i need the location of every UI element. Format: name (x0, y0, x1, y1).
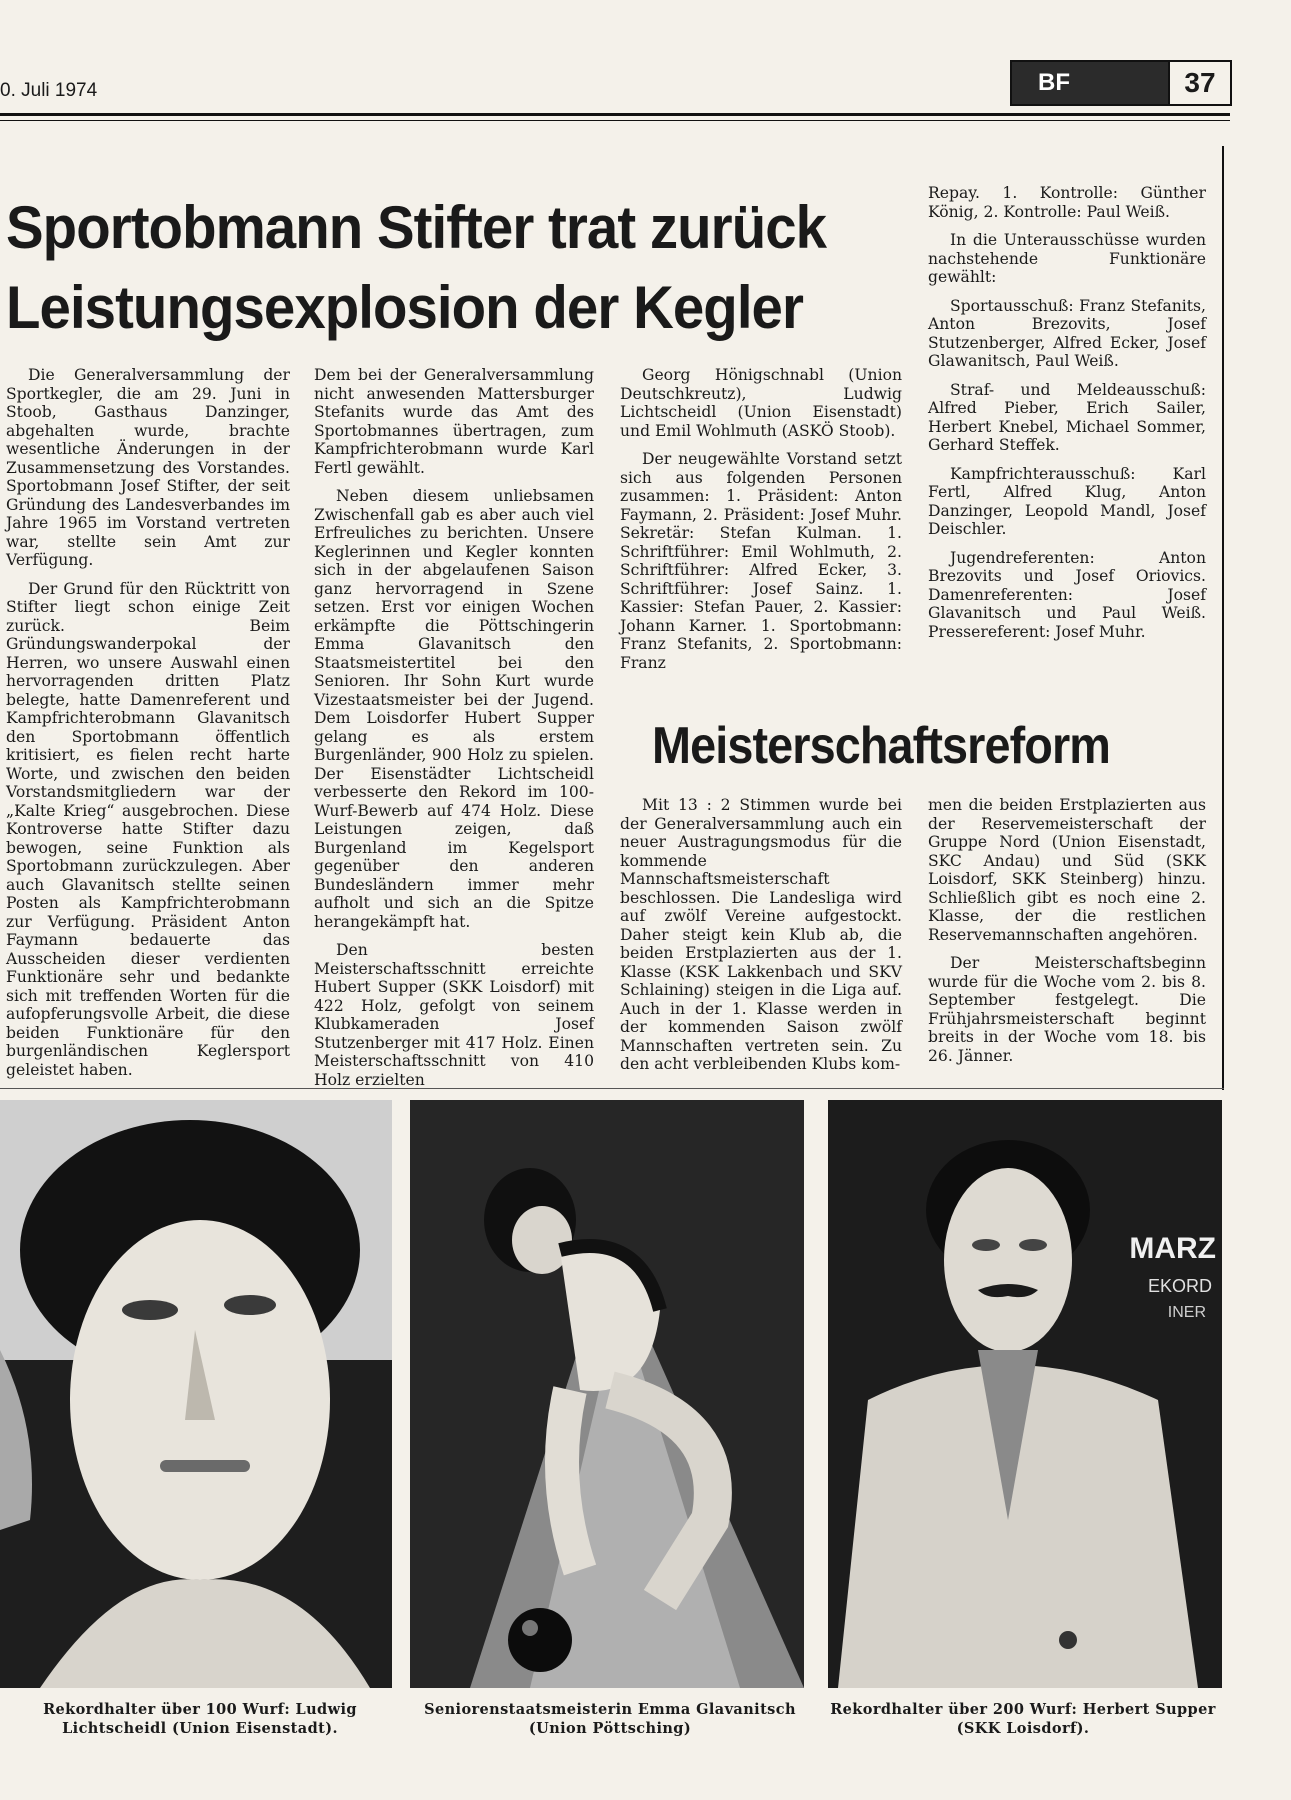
photo-sign-text-3: INER (1167, 1304, 1206, 1321)
article-column-1 (6, 366, 290, 1089)
issue-date: 0. Juli 1974 (0, 80, 98, 101)
publication-tag: BF (1012, 62, 1168, 104)
paragraph: Repay. 1. Kontrolle: Günther König, 2. Kontrolle: Paul Weiß. (928, 184, 1206, 221)
page-number: 37 (1168, 62, 1230, 104)
paragraph: Sportausschuß: Franz Stefanits, Anton Brezovits, Josef Stutzenberger, Alfred Ecker, Josef Glawanitsch, Paul Weiß. (928, 296, 1206, 370)
header-rule (0, 113, 1230, 116)
paragraph: Die Generalversammlung der Sportkegler, die am 29. Juni in Stoob, Gasthaus Danzinger, abgehalten wurde, brachte wesentliche Änderungen in der Zusammensetzung des Vorstandes. Sportobmann Josef Stifter, der seit Gründung des Landesverbandes im Jahre 1965 im Vorstand vertreten war, stellte sein Amt zur Verfügung. (6, 366, 290, 569)
headline-line-2: Leistungsexplosion der Kegler (6, 274, 803, 341)
photo-caption-1: Rekordhalter über 100 Wurf: Ludwig Lichtscheidl (Union Eisenstadt). (43, 1701, 357, 1737)
paragraph: Jugendreferenten: Anton Brezovits und Josef Oriovics. Damenreferenten: Josef Glavanitsch und Paul Weiß. Pressereferent: Josef Muhr. (928, 548, 1206, 641)
article-frame-right (1222, 146, 1224, 1090)
paragraph: Kampfrichterausschuß: Karl Fertl, Alfred Klug, Anton Danzinger, Leopold Mandl, Josef Deischler. (928, 464, 1206, 538)
subarticle-column-2 (928, 796, 1206, 1075)
photo-caption-3: Rekordhalter über 200 Wurf: Herbert Supper (SKK Loisdorf). (830, 1701, 1216, 1737)
page-header-box (1010, 60, 1232, 106)
paragraph: Mit 13 : 2 Stimmen wurde bei der Generalversammlung auch ein neuer Austragungsmodus für die kommende Mannschaftsmeisterschaft beschlossen. Die Landesliga wird auf zwölf Vereine aufgestockt. Daher steigt kein Klub ab, die beiden Erstplazierten aus der 1. Klasse (KSK Lakkenbach und SKV Schlaining) steigen in die Liga auf. Auch in der 1. Klasse werden in der kommenden Saison zwölf Mannschaften vertreten sein. Zu den acht verbleibenden Klubs kom- (620, 796, 902, 1073)
photo-caption-2: Seniorenstaatsmeisterin Emma Glavanitsch (Union Pöttsching) (424, 1701, 796, 1737)
paragraph: Dem bei der Generalversammlung nicht anwesenden Mattersburger Stefanits wurde das Amt des Sportobmannes übertragen, zum Kampfrichterobmann wurde Karl Fertl gewählt. (314, 366, 594, 477)
photo-ludwig-lichtscheidl (0, 1100, 392, 1688)
paragraph: Neben diesem unliebsamen Zwischenfall gab es aber auch viel Erfreuliches zu berichten. Unsere Keglerinnen und Kegler konnten sich in der abgelaufenen Saison ganz hervorragend in Szene setzen. Erst vor einigen Wochen erkämpfte die Pöttschingerin Emma Glavanitsch den Staatsmeistertitel bei den Senioren. Ihr Sohn Kurt wurde Vizestaatsmeister bei der Jugend. Dem Loisdorfer Hubert Supper gelang es als erstem Burgenländer, 900 Holz zu spielen. Der Eisenstädter Lichtscheidl verbesserte den Rekord im 100-Wurf-Bewerb auf 474 Holz. Diese Leistungen zeigen, daß Burgenland im Kegelsport gegenüber den anderen Bundesländern immer mehr aufholt und sich an die Spitze herangekämpft hat. (314, 487, 594, 931)
paragraph: Straf- und Meldeausschuß: Alfred Pieber, Erich Sailer, Herbert Knebel, Michael Sommer, Gerhard Steffek. (928, 380, 1206, 454)
header-rule-thin (0, 120, 1230, 121)
paragraph: In die Unterausschüsse wurden nachstehende Funktionäre gewählt: (928, 231, 1206, 286)
paragraph: Georg Hönigschnabl (Union Deutschkreutz), Ludwig Lichtscheidl (Union Eisenstadt) und Emil Wohlmuth (ASKÖ Stoob). (620, 366, 902, 440)
paragraph: Der neugewählte Vorstand setzt sich aus folgenden Personen zusammen: 1. Präsident: Anton Faymann, 2. Präsident: Josef Muhr. Sekretär: Stefan Kulman. 1. Schriftführer: Emil Wohlmuth, 2. Schriftführer: Alfred Ecker, 3. Schriftführer: Josef Sainz. 1. Kassier: Stefan Pauer, 2. Kassier: Johann Karner. 1. Sportobmann: Franz Stefanits, 2. Sportobmann: Franz (620, 450, 902, 672)
article-column-3 (620, 366, 902, 682)
paragraph: Der Grund für den Rücktritt von Stifter liegt schon einige Zeit zurück. Beim Gründungswanderpokal der Herren, wo unsere Auswahl einen hervorragenden dritten Platz belegte, hatte Damenreferent und Kampfrichterobmann Glavanitsch den Sportobmann öffentlich kritisiert, es fielen recht harte Worte, und zwischen den beiden Vorstandsmitgliedern war der „Kalte Krieg“ ausgebrochen. Diese Kontroverse hatte Stifter dazu bewogen, seine Funktion als Sportobmann zurückzulegen. Aber auch Glavanitsch stellte seinen Posten als Kampfrichterobmann zur Verfügung. Präsident Anton Faymann bedauerte das Ausscheiden dieser verdienten Funktionäre sehr und bedankte sich mit treffenden Worten für die aufopferungsvolle Arbeit, die diese beiden Funktionäre für den burgenländischen Keglersport geleistet haben. (6, 579, 290, 1079)
photo-herbert-supper (828, 1100, 1222, 1688)
article-column-2 (314, 366, 594, 1099)
paragraph: Der Meisterschaftsbeginn wurde für die Woche vom 2. bis 8. September festgelegt. Die Frühjahrsmeisterschaft beginnt breits in der Woche vom 18. bis 26. Jänner. (928, 954, 1206, 1065)
photo-sign-text-2: EKORD (1147, 1276, 1212, 1296)
paragraph: Den besten Meisterschaftsschnitt erreichte Hubert Supper (SKK Loisdorf) mit 422 Holz, gefolgt von seinem Klubkameraden Josef Stutzenberger mit 417 Holz. Einen Meisterschaftsschnitt von 410 Holz erzielten (314, 941, 594, 1089)
subarticle-column-1 (620, 796, 902, 1084)
photo-emma-glavanitsch (410, 1100, 804, 1688)
subarticle-title: Meisterschaftsreform (652, 717, 1110, 775)
photo-sign-text-1: MARZ (1129, 1232, 1216, 1265)
article-column-4 (928, 184, 1206, 651)
headline-line-1: Sportobmann Stifter trat zurück (6, 194, 827, 261)
paragraph: men die beiden Erstplazierten aus der Reservemeisterschaft der Gruppe Nord (Union Eisenstadt, SKC Andau) und Süd (SKK Loisdorf, SKK Steinberg) hinzu. Schließlich gibt es noch eine 2. Klasse, der die restlichen Reservemannschaften angehören. (928, 796, 1206, 944)
